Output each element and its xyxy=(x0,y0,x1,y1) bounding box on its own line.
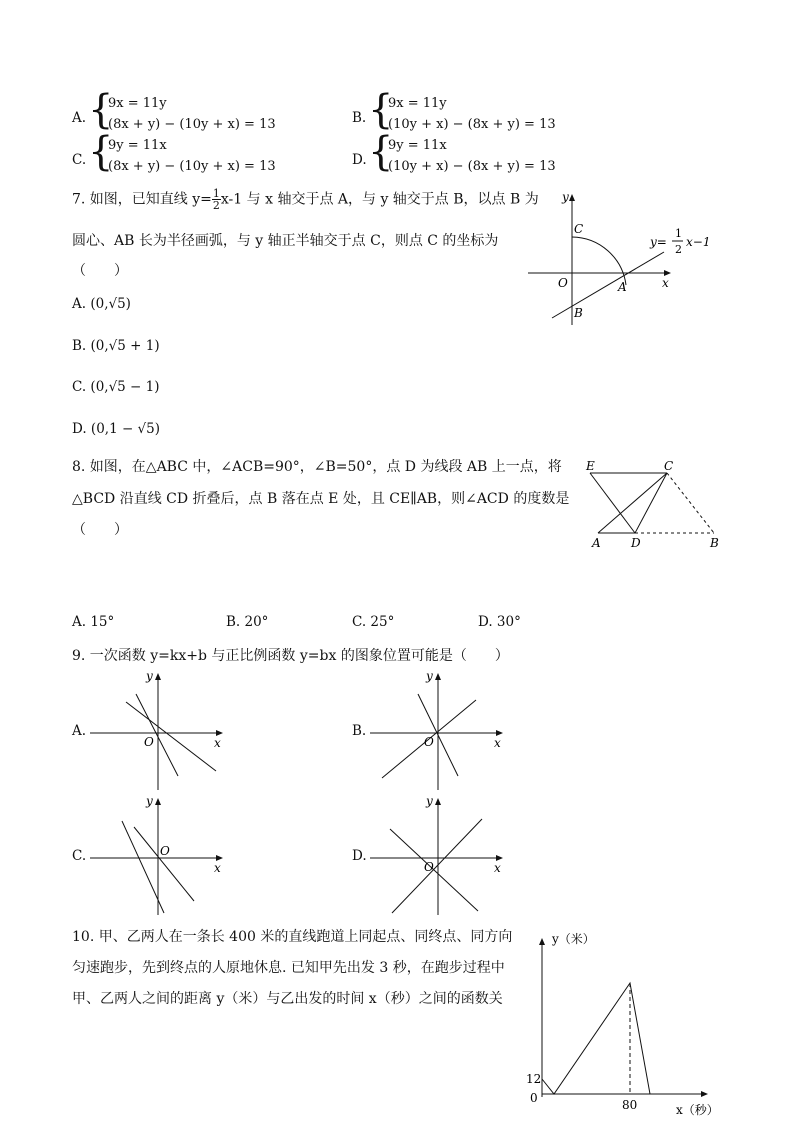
origin-label: O xyxy=(424,860,434,874)
equation-2: (10y + x) − (8x + y) = 13 xyxy=(388,117,556,132)
q8-option-a: A. 15° xyxy=(72,614,115,630)
q7-line-2: 圆心、AB 长为半径画弧，与 y 轴正半轴交于点 C，则点 C 的坐标为 xyxy=(72,233,499,249)
frac-numerator: 1 xyxy=(212,187,220,200)
q8-line-2: △BCD 沿直线 CD 折叠后，点 B 落在点 E 处，且 CE∥AB，则∠ACD 的度数是 xyxy=(72,491,570,507)
x-axis-label: x xyxy=(662,276,669,290)
point-a-label: A xyxy=(618,280,627,294)
q7-option-c: C. (0,√5 − 1) xyxy=(72,379,160,395)
q10-line-1: 10. 甲、乙两人在一条长 400 米的直线跑道上同起点、同终点、同方向 xyxy=(72,929,513,945)
option-label: C. xyxy=(72,152,87,168)
q8-line-1: 8. 如图，在△ABC 中，∠ACB=90°，∠B=50°，点 D 为线段 AB 上一点，将 xyxy=(72,459,562,475)
origin-label: O xyxy=(424,735,434,749)
origin-label: O xyxy=(558,276,568,290)
q7-option-d: D. (0,1 − √5) xyxy=(72,421,161,437)
origin-label: O xyxy=(160,844,170,858)
equation-1: 9y = 11x xyxy=(108,138,167,153)
q8-figure xyxy=(580,455,725,555)
line-1 xyxy=(126,702,216,771)
option-label: B. xyxy=(352,110,367,126)
point-c-label: C xyxy=(664,459,674,473)
q9-option-b-label: B. xyxy=(352,723,367,739)
x-tick-80: 80 xyxy=(622,1098,638,1112)
origin-zero: 0 xyxy=(530,1091,538,1105)
equation-1: 9x = 11y xyxy=(388,96,447,111)
equation-2: (8x + y) − (10y + x) = 13 xyxy=(108,117,276,132)
point-a-label: A xyxy=(592,536,601,550)
q9-graph-c xyxy=(88,793,233,918)
equation-1: 9y = 11x xyxy=(388,138,447,153)
q8-option-c: C. 25° xyxy=(352,614,395,630)
segment-dc xyxy=(635,473,667,533)
point-b-label: B xyxy=(574,306,583,320)
q9-option-d-label: D. xyxy=(352,848,367,864)
q10-line-2: 匀速跑步，先到终点的人原地休息. 已知甲先出发 3 秒，在跑步过程中 xyxy=(72,960,505,976)
distance-graph xyxy=(542,983,650,1094)
option-label: A. xyxy=(72,110,87,126)
q8-option-b: B. 20° xyxy=(226,614,269,630)
q8-line-3: （ ） xyxy=(72,522,128,538)
y-label: y xyxy=(426,669,433,683)
equation-2: (8x + y) − (10y + x) = 13 xyxy=(108,159,276,174)
equation-2: (10y + x) − (8x + y) = 13 xyxy=(388,159,556,174)
line-1 xyxy=(390,829,478,911)
x-label: x xyxy=(214,736,221,750)
y-axis-label: y（米） xyxy=(552,932,595,946)
eq-prefix: y= xyxy=(650,235,667,249)
brace: { xyxy=(88,87,114,133)
line-y-half-x-minus-1 xyxy=(552,252,664,318)
origin-label: O xyxy=(144,735,154,749)
y-label: y xyxy=(146,669,153,683)
q7-option-b: B. (0,√5 + 1) xyxy=(72,338,160,354)
y-label: y xyxy=(146,794,153,808)
eq-suffix: x−1 xyxy=(686,235,711,249)
q7-line-1 xyxy=(72,188,539,211)
arc xyxy=(572,237,626,285)
q9-option-a-label: A. xyxy=(72,723,87,739)
segment-ac xyxy=(598,473,667,533)
q9-graph-b xyxy=(368,668,513,793)
brace: { xyxy=(368,129,394,175)
q7-line-3: （ ） xyxy=(72,263,128,279)
q9-graph-d xyxy=(368,793,513,918)
frac-denominator: 2 xyxy=(212,199,220,212)
line-2 xyxy=(136,694,178,776)
q9-line-1: 9. 一次函数 y=kx+b 与正比例函数 y=bx 的图象位置可能是（ ） xyxy=(72,648,509,664)
option-label: D. xyxy=(352,152,367,168)
eq-denominator: 2 xyxy=(675,243,682,256)
y-label: y xyxy=(426,794,433,808)
x-axis-label: x（秒） xyxy=(676,1103,719,1117)
q10-figure xyxy=(524,925,729,1120)
q7-option-a: A. (0,√5) xyxy=(72,296,131,312)
q7-fraction xyxy=(212,188,221,211)
eq-numerator: 1 xyxy=(675,227,682,240)
equation-1: 9x = 11y xyxy=(108,96,167,111)
q10-line-3: 甲、乙两人之间的距离 y（米）与乙出发的时间 x（秒）之间的函数关 xyxy=(72,991,503,1007)
x-label: x xyxy=(214,861,221,875)
x-label: x xyxy=(494,861,501,875)
line-2 xyxy=(134,827,194,901)
q9-graph-a xyxy=(88,668,233,793)
y-tick-12: 12 xyxy=(526,1072,542,1086)
q9-option-c-label: C. xyxy=(72,848,87,864)
line-2 xyxy=(392,819,482,913)
segment-ed xyxy=(590,473,635,533)
brace: { xyxy=(368,87,394,133)
point-d-label: D xyxy=(631,536,641,550)
q7-figure xyxy=(520,185,740,330)
q7-line-1-pre: 7. 如图，已知直线 y= xyxy=(72,191,212,208)
x-label: x xyxy=(494,736,501,750)
brace: { xyxy=(88,129,114,175)
segment-cb-dashed xyxy=(667,473,714,533)
point-b-label: B xyxy=(710,536,719,550)
y-axis-label: y xyxy=(562,190,569,204)
q8-option-d: D. 30° xyxy=(478,614,521,630)
point-c-label: C xyxy=(574,222,584,236)
q7-line-1-post: x-1 与 x 轴交于点 A，与 y 轴交于点 B，以点 B 为 xyxy=(220,191,539,208)
point-e-label: E xyxy=(586,459,595,473)
